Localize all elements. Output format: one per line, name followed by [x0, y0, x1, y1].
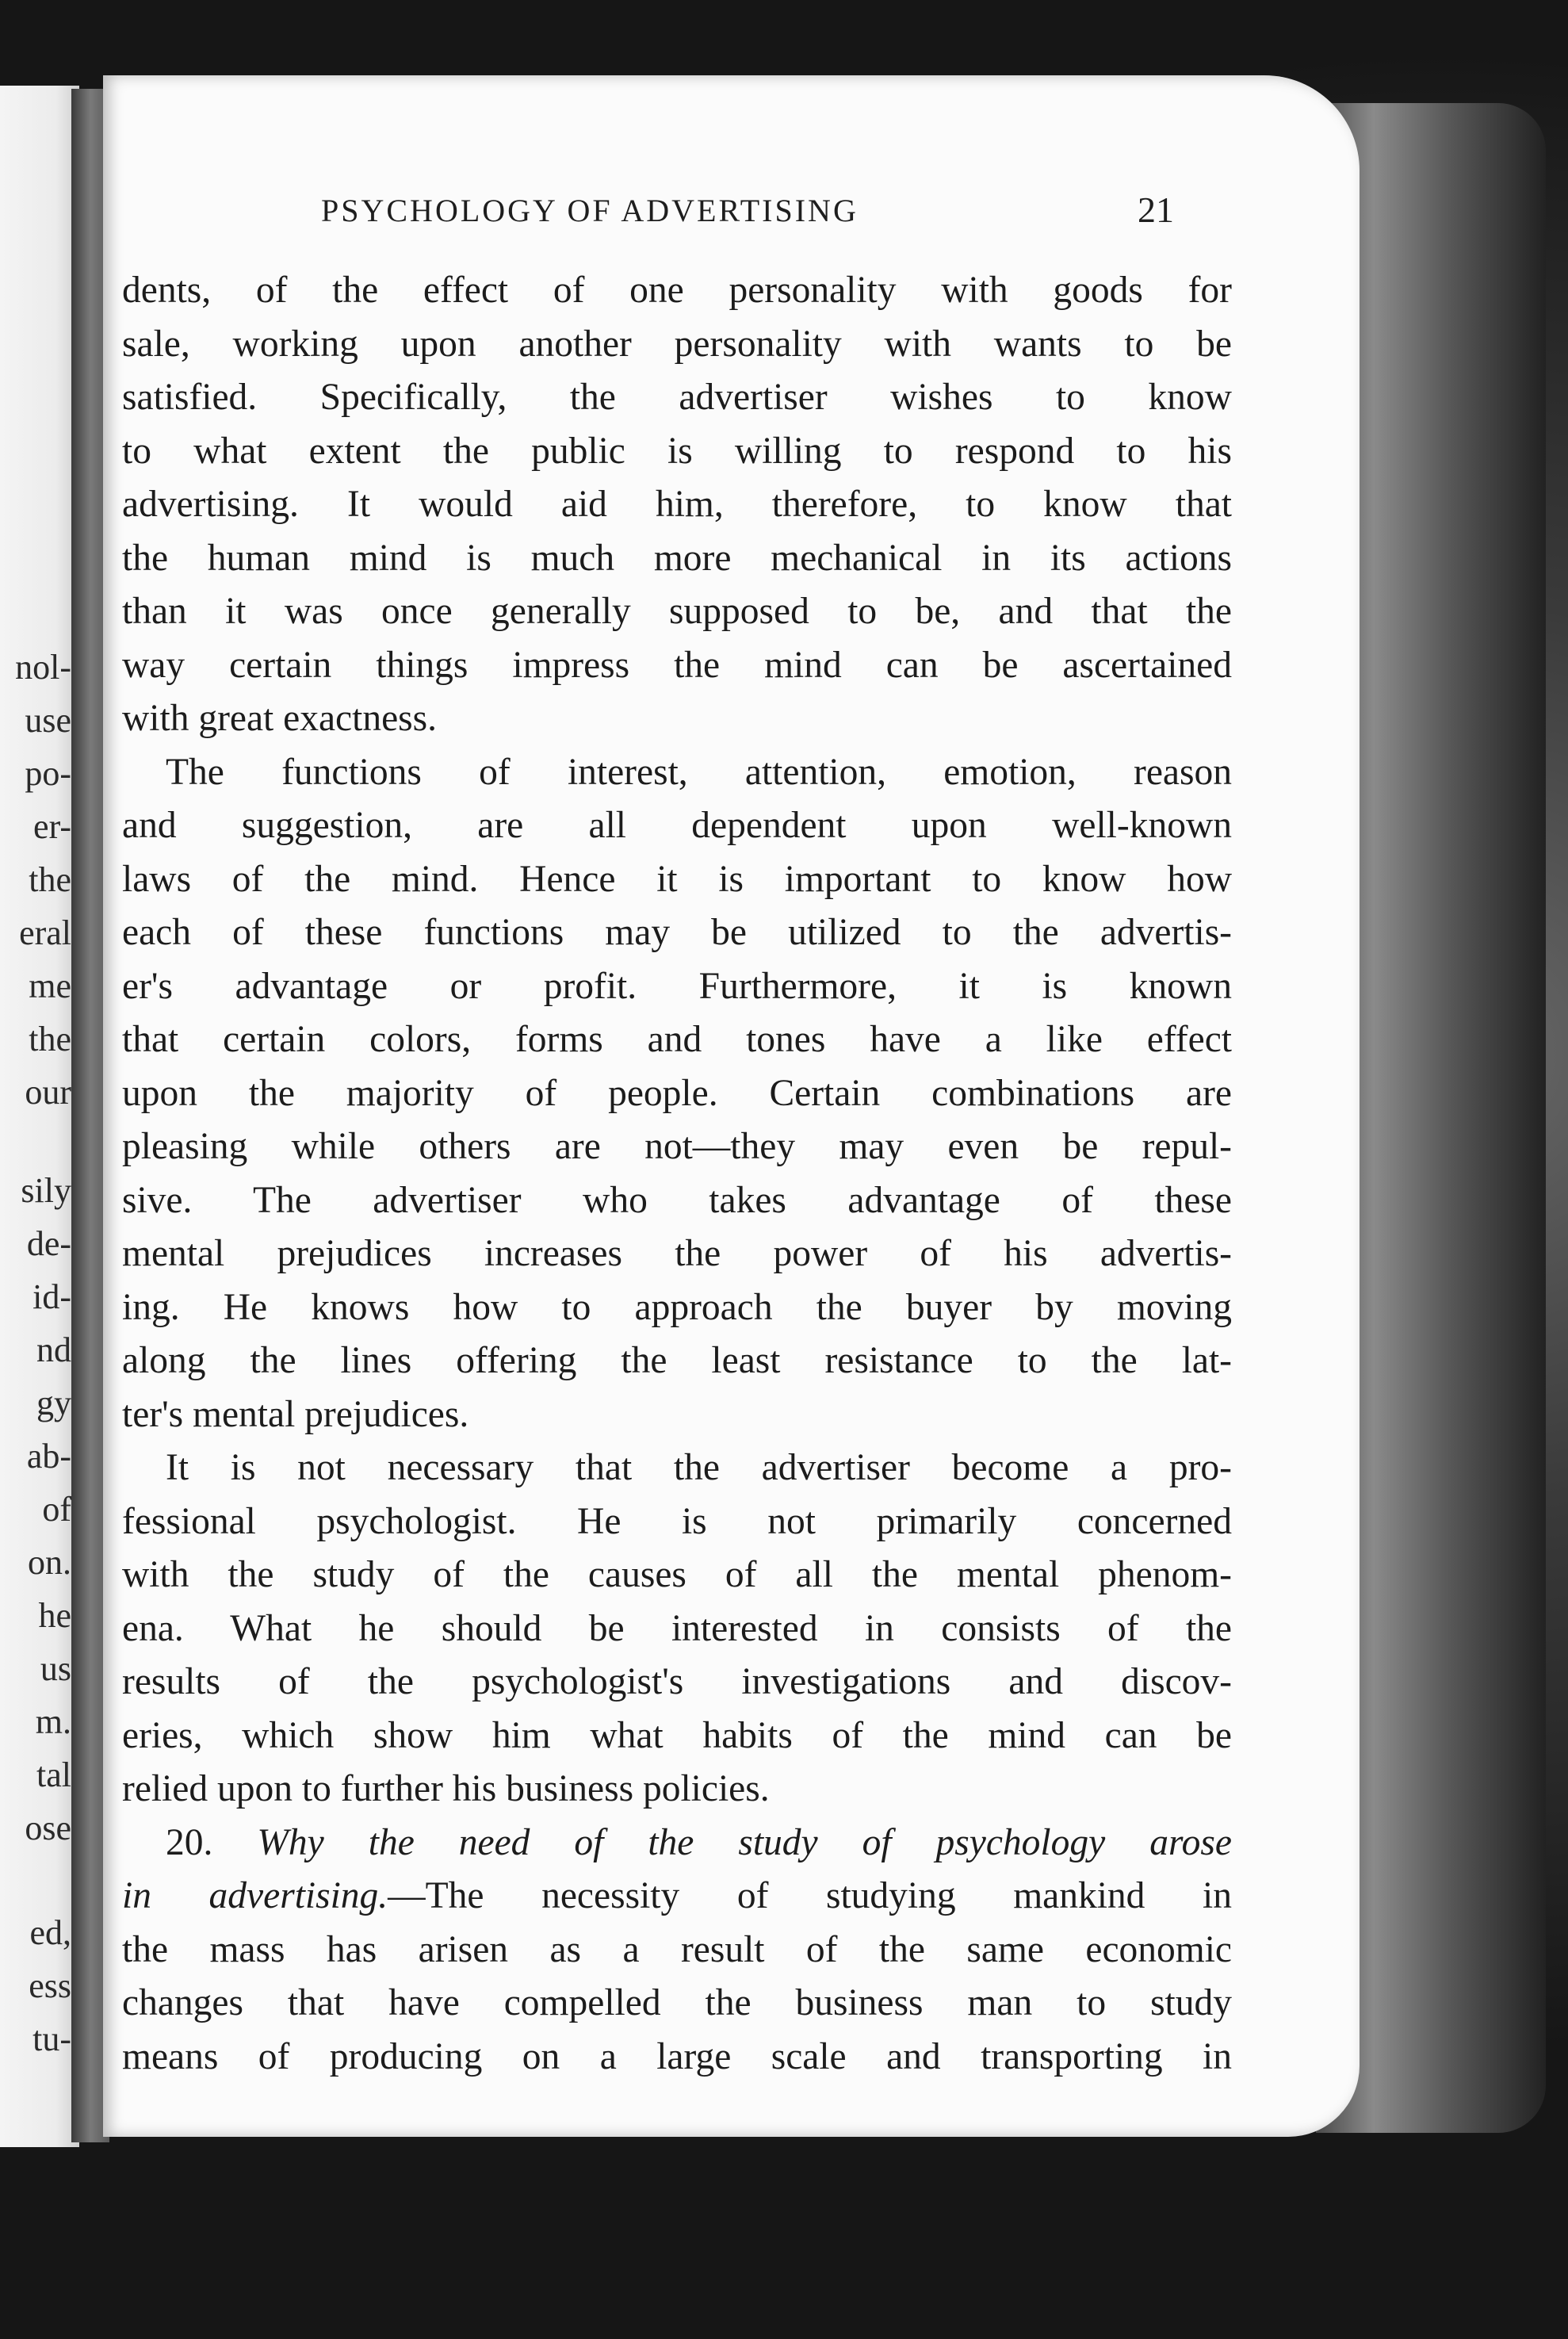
text-line: that certain colors, forms and tones have a like effect	[122, 1019, 1232, 1060]
section-number: 20.	[166, 1821, 213, 1863]
facing-page-fragment: er-	[33, 807, 71, 846]
text-line: the mass has arisen as a result of the same economic	[122, 1928, 1232, 1970]
text-line: each of these functions may be utilized to the advertis-	[122, 912, 1232, 953]
section-heading-line	[122, 1816, 1232, 1870]
text-line: mental prejudices increases the power of his advertis-	[122, 1233, 1232, 1274]
text-line: way certain things impress the mind can be ascertained	[122, 644, 1232, 686]
text-line: ing. He knows how to approach the buyer by moving	[122, 1286, 1232, 1328]
facing-page-fragment: tu-	[33, 2019, 71, 2058]
facing-page-fragment: nd	[36, 1330, 71, 1369]
facing-page-fragment: on.	[28, 1543, 71, 1582]
facing-page-fragment: me	[29, 967, 71, 1005]
text-line: along the lines offering the least resistance to the lat-	[122, 1340, 1232, 1381]
facing-page-fragment: use	[25, 701, 71, 740]
text-line: advertising. It would aid him, therefore, to know that	[122, 484, 1232, 525]
facing-page-fragment: our	[25, 1073, 71, 1112]
text-line: the human mind is much more mechanical in its actions	[122, 537, 1232, 579]
text-line: to what extent the public is willing to respond to his	[122, 430, 1232, 472]
text-line: satisfied. Specifically, the advertiser wishes to know	[122, 377, 1232, 418]
facing-page-fragment: sily	[21, 1171, 71, 1210]
facing-page-fragment: ess	[29, 1966, 71, 2005]
text-line: than it was once generally supposed to be, and that the	[122, 591, 1232, 632]
text-line: with great exactness.	[122, 698, 438, 739]
text-line: er's advantage or profit. Furthermore, it is known	[122, 965, 1232, 1007]
section-heading-line	[122, 1870, 1232, 1924]
page-number: 21	[1138, 189, 1174, 230]
facing-page-fragment: m.	[35, 1702, 71, 1741]
running-header	[103, 189, 1360, 239]
facing-page-fragment: he	[38, 1596, 71, 1635]
text-line: results of the psychologist's investigations and discov-	[122, 1661, 1232, 1702]
facing-page-fragment: nol-	[15, 648, 71, 687]
facing-page-fragment: tal	[36, 1755, 71, 1794]
text-line: and suggestion, are all dependent upon well-known	[122, 805, 1232, 846]
facing-page-fragment: ose	[25, 1809, 71, 1847]
facing-page-fragment: gy	[36, 1384, 71, 1422]
facing-page-edge	[0, 86, 79, 2147]
text-line: eries, which show him what habits of the mind can be	[122, 1714, 1232, 1756]
text-line: ter's mental prejudices.	[122, 1393, 469, 1435]
section-heading: Why the need of the study of psychology arose	[257, 1821, 1232, 1863]
facing-page-fragment: us	[40, 1649, 71, 1688]
facing-page-fragment: ed,	[29, 1913, 71, 1952]
text-line: relied upon to further his business policies.	[122, 1768, 770, 1809]
section-text: —The necessity of studying mankind in	[388, 1875, 1232, 1916]
text-line: ena. What he should be interested in consists of the	[122, 1607, 1232, 1649]
text-line: sale, working upon another personality with wants to be	[122, 323, 1232, 365]
facing-page-fragment: de-	[26, 1224, 71, 1263]
text-line: It is not necessary that the advertiser become a pro-	[166, 1447, 1232, 1488]
facing-page-fragment: the	[29, 1020, 71, 1058]
text-line: pleasing while others are not—they may even be repul-	[122, 1126, 1232, 1167]
text-line: with the study of the causes of all the mental phenom-	[122, 1554, 1232, 1595]
facing-page-fragment: the	[29, 860, 71, 899]
book-page	[103, 75, 1360, 2137]
facing-page-fragment: id-	[33, 1277, 71, 1316]
text-line: The functions of interest, attention, emotion, reason	[166, 751, 1232, 793]
text-line: sive. The advertiser who takes advantage of these	[122, 1179, 1232, 1221]
facing-page-fragment: po-	[25, 754, 71, 793]
body-text	[122, 264, 1232, 2084]
facing-page-fragment: of	[42, 1490, 71, 1529]
text-line: upon the majority of people. Certain combinations are	[122, 1072, 1232, 1114]
facing-page-fragment: eral	[19, 913, 71, 952]
text-line: dents, of the effect of one personality with goods for	[122, 270, 1232, 311]
facing-page-fragment: ab-	[26, 1437, 71, 1476]
text-line: means of producing on a large scale and transporting in	[122, 2035, 1232, 2077]
text-line: fessional psychologist. He is not primarily concerned	[122, 1500, 1232, 1542]
section-heading-continued: in advertising.	[122, 1875, 388, 1916]
text-line: changes that have compelled the business man to study	[122, 1982, 1232, 2023]
text-line: laws of the mind. Hence it is important to know how	[122, 858, 1232, 900]
running-title: PSYCHOLOGY OF ADVERTISING	[321, 193, 859, 228]
